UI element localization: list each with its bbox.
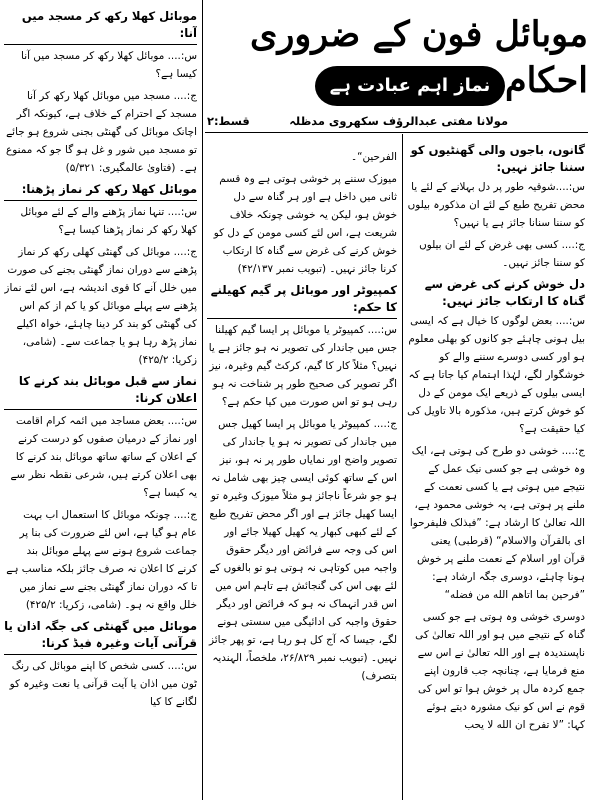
article-header bbox=[205, 2, 588, 130]
section-heading: نماز سے قبل موبائل بند کرنے کا اعلان کرنا: bbox=[4, 373, 197, 410]
column-right bbox=[407, 138, 585, 798]
paragraph: س:.... کمپیوٹر یا موبائل پر ایسا گیم کھیلنا جس میں جاندار کی تصویر نہ ہو جائز ہے یا نہیں؟ مثلاً کار کا گیم، کرکٹ گیم وغیرہ، نیز اگر تصویر کی صحیح طور پر شناخت نہ ہو رہی ہو تو اس صورت میں کیا حکم ہے؟ bbox=[208, 324, 397, 408]
paragraph: ج:.... کمپیوٹر یا موبائل پر ایسا کھیل جس میں جاندار کی تصویر نہ ہو یا جاندار کی تصویر واضح اور نمایاں طور پر نہ ہو، نیز اس کے ساتھ کوئی ایسی چیز بھی شامل نہ ہو جو شرعاً ناجائز ہو مثلاً میوزک وغیرہ تو ایسا کھیل جائز ہے اور اگر محض تفریح طبع کے لئے کبھی کبھار یہ کھیل کھیلا جائے اور اس کی وجہ سے فرائض اور دیگر حقوق واجبہ میں کوتاہی نہ ہوتی ہو تو بالغوں کے لئے بھی اس کی گنجائش ہے تاہم اس میں اس قدر انہماک نہ ہو کہ فرائض اور دیگر حقوق واجبہ کی ادائیگی میں سستی ہونے لگے، جیسا کہ آج کل ہو رہا ہے، تو پھر جائز نہیں۔ (تبویب نمبر ۲۶/۸۲۹، ملخصاً، الہندیہ بتصرف) bbox=[209, 418, 397, 682]
paragraph: میوزک سننے پر خوشی ہوتی ہے وہ قسم ثانی میں داخل ہے اور ہر گناہ سے دل خوش ہو، لیکن یہ خوشی چونکہ خلاف شریعت ہے، اس لئے کسی مومن کے دل کو خوش کرنے کی غرض سے گناہ کا ارتکاب کرنا جائز نہیں۔ (تبویب نمبر ۴۲/۱۳۷) bbox=[213, 173, 397, 275]
section-heading: دل خوش کرنے کی غرض سے گناہ کا ارتکاب جائز نہیں: bbox=[424, 277, 585, 308]
section-heading: موبائل کھلا رکھ کر مسجد میں آنا: bbox=[4, 8, 197, 45]
paragraph: ج:.... موبائل کی گھنٹی کھلی رکھ کر نماز پڑھنے سے دوران نماز گھنٹی بجنے کی صورت میں خلل آنے کا قوی اندیشہ ہے، اس لئے نماز پڑھنے سے پہلے موبائل کو یا کم از کم اس کی گھنٹی کو بند کر دینا چاہئے، خواہ اکیلے نماز پڑھ رہا ہو یا جماعت سے۔ (شامی، زکریا: ۴۲۵/۲) bbox=[4, 246, 197, 366]
paragraph: ج:.... مسجد میں موبائل کھلا رکھ کر آنا مسجد کے احترام کے خلاف ہے، کیونکہ اگر اچانک موبائل کی گھنٹی بجنی شروع ہو جائے تو مسجد میں شور و غل ہو گا جو کہ ممنوع ہے۔ (فتاویٰ عالمگیری: ۵/۳۲۱) bbox=[6, 90, 197, 174]
section-heading: گانوں، باجوں والی گھنٹیوں کو سننا جائز نہیں: bbox=[410, 143, 585, 174]
paragraph: س:.... موبائل کھلا رکھ کر مسجد میں آنا کیسا ہے؟ bbox=[21, 50, 197, 80]
paragraph: ج:.... چونکہ موبائل کا استعمال اب بہت عام ہو گیا ہے، اس لئے ضرورت کی بنا پر جماعت شروع ہونے سے پہلے موبائل بند کرنے کا اعلان نہ صرف جائز بلکہ مناسب ہے تا کہ دوران نماز گھنٹی بجنے سے نماز میں خلل واقع نہ ہو۔ (شامی، زکریا: ۴۲۵/۲) bbox=[6, 509, 197, 611]
article-title: موبائل فون کے ضروری احکام bbox=[250, 14, 588, 101]
section-heading: موبائل کھلا رکھ کر نماز پڑھنا: bbox=[4, 181, 197, 201]
author-name: مولانا مفتی عبدالرؤف سکھروی مدظلہ bbox=[289, 114, 508, 128]
column-divider-right bbox=[402, 134, 403, 800]
paragraph: ج:.... خوشی دو طرح کی ہوتی ہے، ایک وہ خوشی ہے جو کسی نیک عمل کے نتیجے میں ہوتی ہے یا کسی نعمت کے ملنے پر ہوتی ہے، یہ خوشی محمود ہے، اللہ تعالیٰ کا ارشاد ہے: ”فبذلک فلیفرحوا ای بالقرآن والاسلام“ (قرطبی) یعنی قرآن اور اسلام کے نعمت ملنے پر خوش ہونا چاہئے، دوسری جگہ ارشاد ہے: ”فرحین بما اتاهم الله من فضله“ bbox=[409, 445, 585, 601]
paragraph: الفرحین“۔ bbox=[351, 151, 397, 163]
paragraph: س:.... تنہا نماز پڑھنے والے کے لئے موبائل کھلا رکھ کر نماز پڑھنا کیسا ہے؟ bbox=[20, 206, 197, 236]
episode-label: قسط:۲ bbox=[207, 114, 250, 128]
paragraph: س:....شوقیہ طور پر دل بہلانے کے لئے یا محض تفریح طبع کے لئے ان مذکورہ بیلوں کو سننا سنانا جائز ہے یا نہیں؟ bbox=[407, 181, 585, 229]
column-left bbox=[4, 4, 197, 798]
header-divider bbox=[205, 132, 588, 133]
paragraph: ج:.... کسی بھی غرض کے لئے ان بیلوں کو سننا جائز نہیں۔ bbox=[419, 239, 585, 269]
paragraph: س:.... بعض لوگوں کا خیال ہے کہ ایسی بیل ہونی چاہئے جو کانوں کو بھلی معلوم ہو اور کسی دوسرے سننے والے کو خوشگوار لگے، لہٰذا اہتمام کیا جاتا ہے کہ ایسی بیلوں کے ذریعے ایک مومن کے دل کو خوش کرتے ہیں، مذکورہ بالا تاویل کی کیا حقیقت ہے؟ bbox=[407, 315, 585, 435]
section-heading: کمپیوٹر اور موبائل پر گیم کھیلنے کا حکم: bbox=[207, 282, 397, 319]
subtitle-banner: نماز اہم عبادت ہے bbox=[315, 66, 505, 106]
paragraph: س:.... کسی شخص کا اپنے موبائل کی رنگ ٹون میں اذان یا آیت قرآنی یا نعت وغیرہ کو لگانے کا کیا bbox=[9, 660, 197, 708]
column-middle bbox=[207, 148, 397, 798]
column-divider-left bbox=[202, 0, 203, 800]
section-heading: موبائل میں گھنٹی کی جگہ اذان یا قرآنی آیات وغیرہ فیڈ کرنا: bbox=[4, 618, 197, 655]
paragraph: س:.... بعض مساجد میں ائمہ کرام اقامت اور نماز کے درمیان صفوں کو درست کرنے کے اعلان کے ساتھ ساتھ موبائل بند کرنے کا بھی اعلان کرتے ہیں، شرعی نقطہ نظر سے یہ کیسا ہے؟ bbox=[10, 415, 197, 499]
paragraph: دوسری خوشی وہ ہوتی ہے جو کسی گناہ کے نتیجے میں ہو اور اللہ تعالیٰ کی ناپسندیدہ ہے اور اللہ تعالیٰ نے اس سے منع فرمایا ہے، چنانچہ جب قارون اپنے جمع کردہ مال پر خوش ہوا تو اس کی قوم نے اس کو نیک مشورہ دیتے ہوئے کہا: ”لا تفرح ان الله لا یحب bbox=[415, 611, 585, 731]
